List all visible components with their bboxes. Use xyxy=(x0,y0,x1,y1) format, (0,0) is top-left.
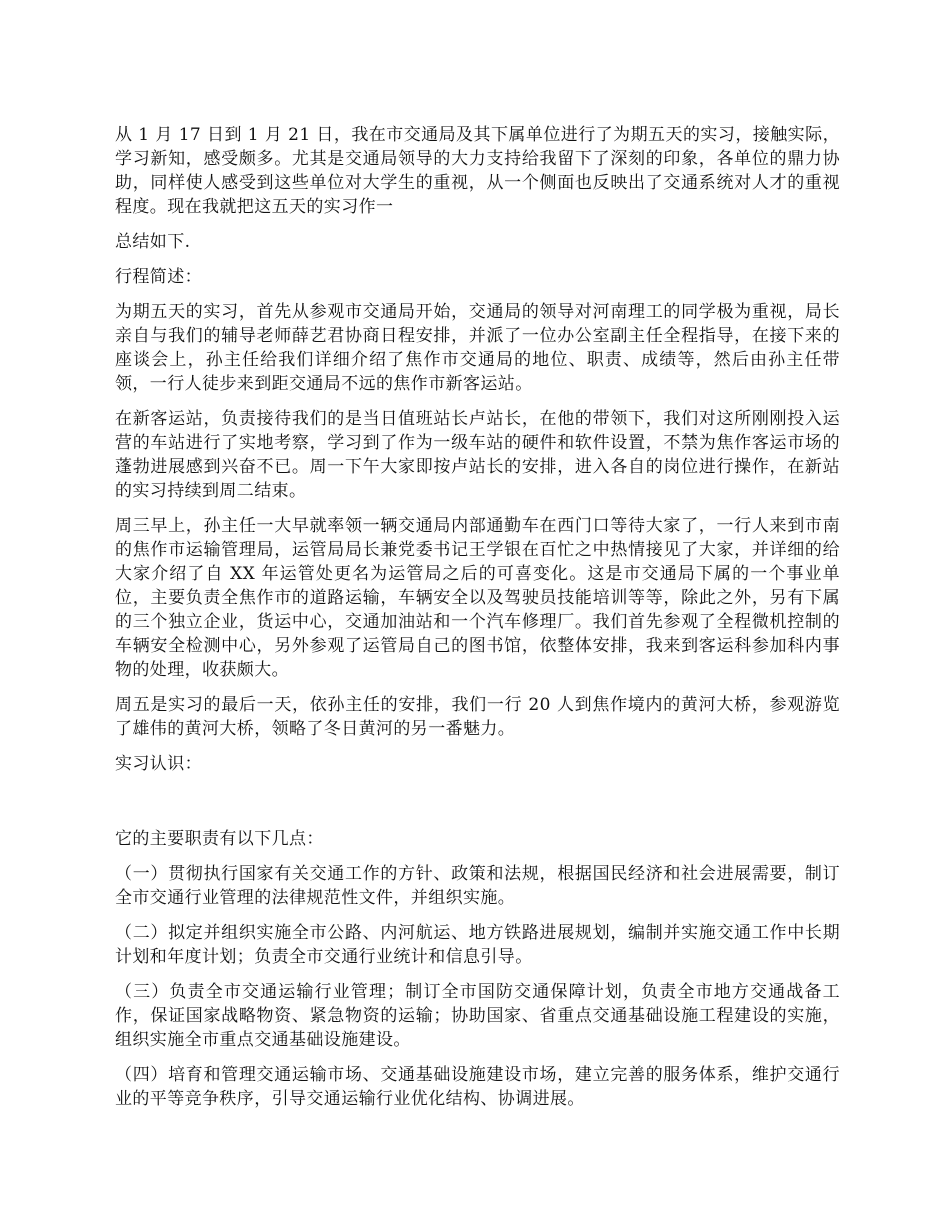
duty-item-4: （四）培育和管理交通运输市场、交通基础设施建设市场，建立完善的服务体系，维护交通行业的平等竞争秩序，引导交通运输行业优化结构、协调进展。 xyxy=(115,1065,840,1109)
duties-intro: 它的主要职责有以下几点： xyxy=(115,829,324,849)
duty-item-3: （三）负责全市交通运输行业管理；制订全市国防交通保障计划，负责全市地方交通战备工作，保证国家战略物资、紧急物资的运输；协助国家、省重点交通基础设施工程建设的实施，组织实施全市重点交通基础设施建设。 xyxy=(115,982,840,1050)
blank-gap xyxy=(115,787,840,827)
duty-item-1: （一）贯彻执行国家有关交通工作的方针、政策和法规，根据国民经济和社会进展需要，制订全市交通行业管理的法律规范性文件，并组织实施。 xyxy=(115,864,840,908)
itinerary-paragraph-4: 周五是实习的最后一天，依孙主任的安排，我们一行 20 人到焦作境内的黄河大桥，参观游览了雄伟的黄河大桥，领略了冬日黄河的另一番魅力。 xyxy=(115,695,840,739)
document-page xyxy=(115,123,840,1122)
itinerary-paragraph-2: 在新客运站，负责接待我们的是当日值班站长卢站长，在他的带领下，我们对这所刚刚投入运营的车站进行了实地考察，学习到了作为一级车站的硬件和软件设置，不禁为焦作客运市场的蓬勃进展感到兴奋不已。周一下午大家即按卢站长的安排，进入各自的岗位进行操作，在新站的实习持续到周二结束。 xyxy=(115,409,840,501)
intro-paragraph: 从 1 月 17 日到 1 月 21 日，我在市交通局及其下属单位进行了为期五天的实习，接触实际，学习新知，感受颇多。尤其是交通局领导的大力支持给我留下了深刻的印象，各单位的鼎力协助，同样使人感受到这些单位对大学生的重视，从一个侧面也反映出了交通系统对人才的重视程度。现在我就把这五天的实习作一 xyxy=(115,125,840,217)
section-heading-itinerary: 行程简述： xyxy=(115,267,202,287)
summary-line: 总结如下. xyxy=(115,232,191,252)
section-heading-understanding: 实习认识： xyxy=(115,754,202,774)
itinerary-paragraph-1: 为期五天的实习，首先从参观市交通局开始，交通局的领导对河南理工的同学极为重视，局长亲自与我们的辅导老师薛艺君协商日程安排，并派了一位办公室副主任全程指导，在接下来的座谈会上，孙主任给我们详细介绍了焦作市交通局的地位、职责、成绩等，然后由孙主任带领，一行人徒步来到距交通局不远的焦作市新客运站。 xyxy=(115,302,840,394)
itinerary-paragraph-3: 周三早上，孙主任一大早就率领一辆交通局内部通勤车在西门口等待大家了，一行人来到市南的焦作市运输管理局，运管局局长兼党委书记王学银在百忙之中热情接见了大家，并详细的给大家介绍了自 XX 年运管处更名为运管局之后的可喜变化。这是市交通局下属的一个事业单位，主要负责全焦作市的道路运输，车辆安全以及驾驶员技能培训等等，除此之外，另有下属的三个独立企业，货运中心，交通加油站和一个汽车修理厂。我们首先参观了全程微机控制的车辆安全检测中心，另外参观了运管局自己的图书馆，依整体安排，我来到客运科参加科内事物的处理，收获颇大。 xyxy=(115,516,840,680)
duty-item-2: （二）拟定并组织实施全市公路、内河航运、地方铁路进展规划，编制并实施交通工作中长期计划和年度计划；负责全市交通行业统计和信息引导。 xyxy=(115,923,840,967)
